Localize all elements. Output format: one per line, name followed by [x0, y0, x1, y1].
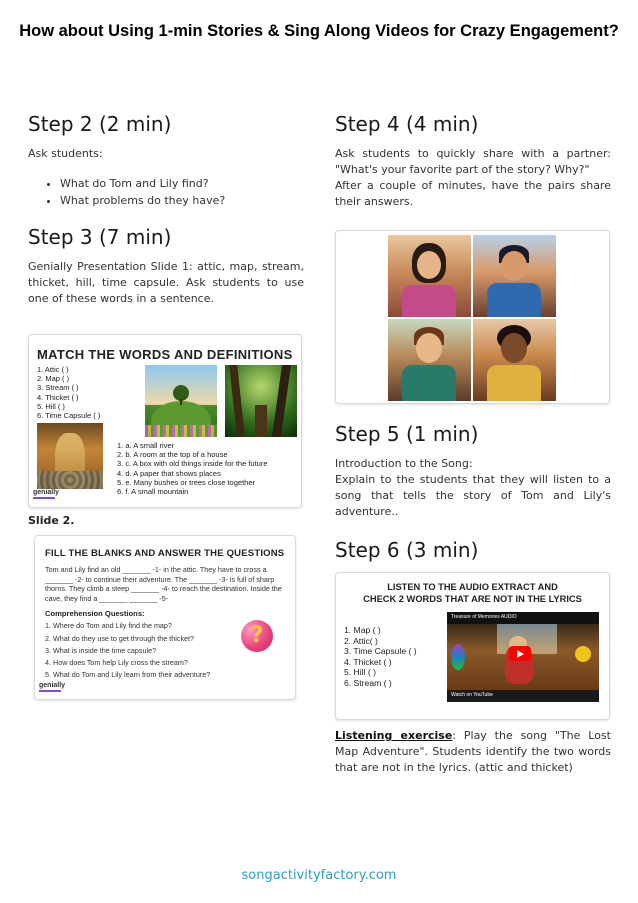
step3-text: Genially Presentation Slide 1: attic, map, stream, thicket, hill, time capsule. Ask students to use one of these words in a sentence.	[28, 260, 304, 305]
list-item: 5. Hill ( )	[37, 401, 65, 411]
listen-title: LISTEN TO THE AUDIO EXTRACT AND CHECK 2 WORDS THAT ARE NOT IN THE LYRICS	[363, 582, 582, 604]
questions-title: Comprehension Questions:	[45, 609, 145, 619]
left-column	[28, 112, 304, 689]
step2-intro: Ask students:	[28, 147, 103, 160]
step5-text1: Introduction to the Song:	[335, 457, 473, 470]
fill-blanks-slide	[34, 535, 296, 700]
step5-text2: Explain to the students that they will listen to a song that tells the story of Tom and Lily's adventure..	[335, 473, 611, 518]
hill-image	[145, 365, 217, 437]
step4-text1: Ask students to quickly share with a partner: "What's your favorite part of the story? Why?"	[335, 147, 611, 176]
list-item: c. A box with old things inside for the future	[125, 459, 268, 469]
list-item: 1. Where do Tom and Lily find the map?	[53, 620, 295, 632]
bullet-item: • What do Tom and Lily find?	[60, 176, 304, 192]
fill-text: Tom and Lily find an old _______ -1- in the attic. They have to cross a _______ -2- to continue their adventure. The _______ -3- is full of sharp thorns. They climb a steep _______ -4- to reach the destination. Inside the cave, they find a _______ _______ -5-	[45, 565, 282, 603]
list-item: 5. Hill ( )	[344, 667, 376, 678]
listening-exercise: Listening exercise: Play the song "The Lost Map Adventure". Students identify the two words that are not in the lyrics. (attic and thicket)	[335, 729, 611, 774]
list-item: a. A small river	[125, 441, 175, 450]
youtube-link[interactable]: Watch on YouTube	[451, 692, 493, 698]
bullet-item: • What problems do they have?	[60, 193, 304, 209]
list-item: e. Many bushes or trees close together	[125, 477, 255, 487]
list-item: 1. Attic ( )	[37, 365, 69, 374]
list-item: 2. What do they use to get through the thicket?	[53, 633, 295, 645]
list-item: 2. Attic( )	[344, 635, 378, 646]
list-item: 4. Thicket ( )	[344, 656, 392, 667]
match-words-slide	[28, 334, 302, 508]
list-item: 6. Stream ( )	[344, 677, 392, 688]
match-title: MATCH THE WORDS AND DEFINITIONS	[37, 347, 293, 362]
step6-heading: Step 6 (3 min)	[335, 538, 479, 562]
fill-title: FILL THE BLANKS AND ANSWER THE QUESTIONS	[45, 548, 285, 559]
list-item: 3. What is inside the time capsule?	[53, 645, 295, 657]
step5-heading: Step 5 (1 min)	[335, 422, 479, 446]
help-icon: ?	[241, 620, 273, 652]
video-title: Treasure of Memories AUDIO	[451, 614, 517, 620]
video-player[interactable]	[447, 612, 599, 702]
list-item: 6. Time Capsule ( )	[37, 411, 101, 421]
list-item: 4. How does Tom help Lily cross the stream?	[53, 657, 295, 669]
students-image	[388, 235, 556, 401]
listen-slide	[335, 572, 610, 720]
step3-heading: Step 3 (7 min)	[28, 225, 172, 249]
page-title: How about Using 1-min Stories & Sing Along Videos for Crazy Engagement?	[19, 22, 619, 40]
match-definition-list: 1. a. A small river 2. b. A room at the top of a house 3. c. A box with old things inside for the future 4. d. A paper that shows places 5. e. Many bushes or trees close together 6. f. A small mountain	[117, 441, 268, 497]
listen-word-list	[344, 625, 417, 689]
list-item: 3. Stream ( )	[37, 383, 79, 393]
step4-text2: After a couple of minutes, have the pairs share their answers.	[335, 179, 611, 208]
match-word-list	[37, 365, 100, 420]
list-item: b. A room at the top of a house	[125, 450, 228, 460]
list-item: f. A small mountain	[125, 487, 189, 497]
thicket-image	[225, 365, 297, 437]
step2-heading: Step 2 (2 min)	[28, 112, 172, 136]
students-image-card	[335, 230, 610, 404]
right-column	[335, 112, 611, 776]
step4-heading: Step 4 (4 min)	[335, 112, 479, 136]
list-item: 4. Thicket ( )	[37, 392, 79, 402]
footer-link[interactable]: songactivityfactory.com	[241, 868, 397, 883]
step2-bullets	[60, 176, 304, 209]
listening-label: Listening exercise	[335, 729, 453, 742]
list-item: d. A paper that shows places	[125, 468, 221, 478]
genially-logo: genially	[39, 682, 65, 692]
play-icon[interactable]	[509, 646, 531, 661]
genially-logo: genially	[33, 489, 59, 499]
stream-image	[37, 423, 103, 489]
list-item: 1. Map ( )	[344, 625, 381, 635]
list-item: 5. What do Tom and Lily learn from their adventure?	[53, 669, 295, 681]
slide-caption: Slide 2.	[28, 514, 75, 527]
list-item: 3. Time Capsule ( )	[344, 646, 417, 657]
list-item: 2. Map ( )	[37, 374, 70, 384]
